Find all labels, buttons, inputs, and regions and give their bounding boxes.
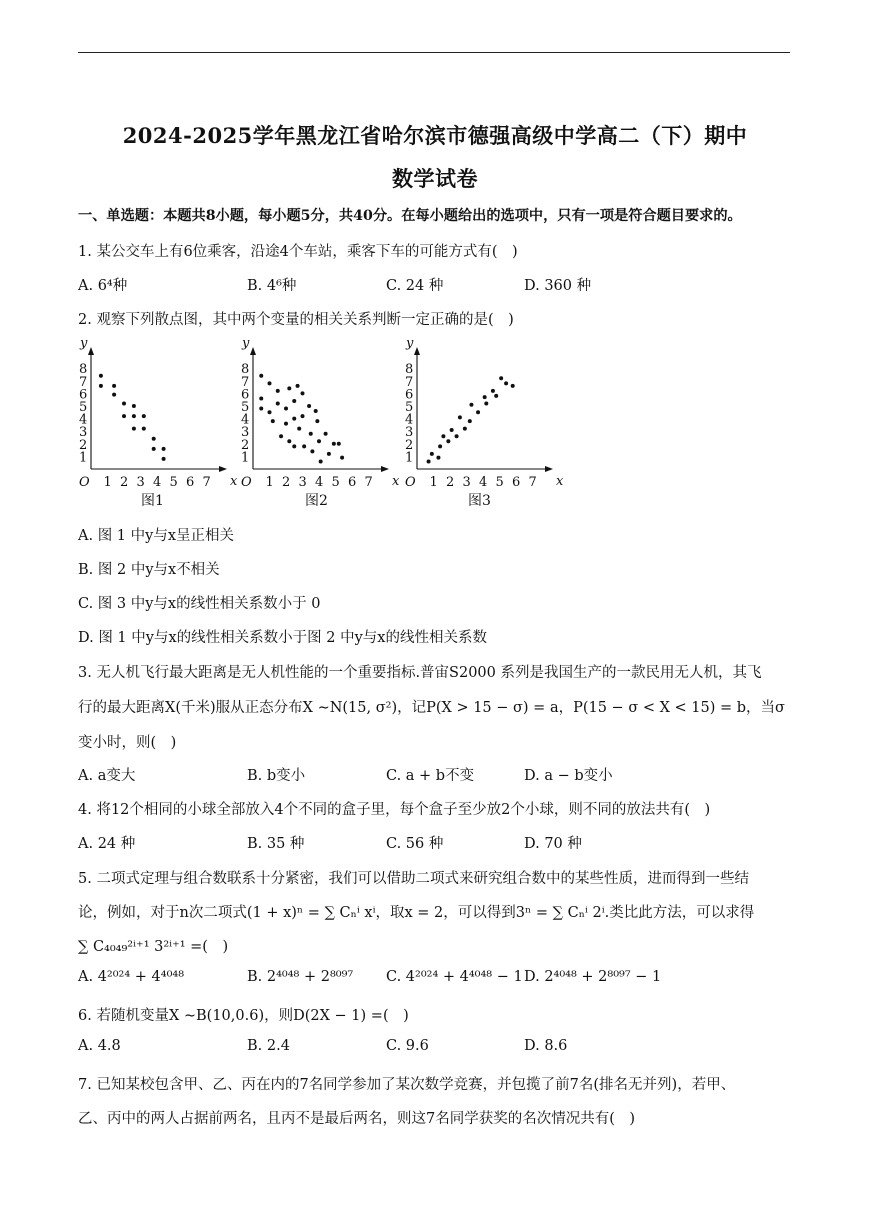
x-tick-label: 5 — [331, 475, 340, 490]
y-axis-arrow — [250, 347, 256, 355]
x-tick-label: 7 — [364, 475, 373, 490]
q4-option-a: A. 24 种 — [78, 836, 136, 852]
x-axis-arrow — [219, 466, 227, 472]
q4-option-d: D. 70 种 — [524, 836, 582, 852]
scatter-point-fig1 — [99, 374, 103, 378]
scatter-point-fig2 — [284, 422, 288, 426]
y-tick-label: 1 — [241, 450, 250, 466]
section-heading: 一、单选题：本题共8小题，每小题5分，共40分。在每小题给出的选项中，只有一项是符合题目要求的。 — [78, 208, 742, 224]
scatter-point-fig2 — [317, 439, 321, 443]
scatter-point-fig2 — [315, 419, 319, 423]
scatter-point-fig2 — [319, 459, 323, 463]
x-axis-arrow — [381, 466, 389, 472]
x-tick-label: 1 — [429, 475, 438, 490]
question-5-line-3: ∑ C₄₀₄₉²ⁱ⁺¹ 3²ⁱ⁺¹ =( ) — [78, 939, 229, 955]
scatter-point-fig2 — [259, 374, 263, 378]
x-tick-label: 3 — [462, 475, 471, 490]
q6-option-c: C. 9.6 — [386, 1038, 429, 1054]
scatter-point-fig1 — [122, 401, 126, 405]
q2-option-c: C. 图 3 中y与x的线性相关系数小于 0 — [78, 596, 321, 612]
y-tick-label: 2 — [79, 437, 88, 453]
y-tick-label: 8 — [79, 362, 88, 378]
scatter-point-fig1 — [99, 384, 103, 388]
scatter-point-fig3 — [438, 444, 442, 448]
scatter-point-fig3 — [455, 434, 459, 438]
question-1-stem: 1. 某公交车上有6位乘客，沿途4个车站，乘客下车的可能方式有( ) — [78, 244, 518, 260]
q1-option-b: B. 4⁶种 — [247, 278, 297, 294]
y-tick-label: 8 — [241, 362, 250, 378]
q1-option-a: A. 6⁴种 — [78, 278, 128, 294]
q2-option-a: A. 图 1 中y与x呈正相关 — [78, 528, 235, 544]
y-tick-label: 4 — [79, 412, 88, 428]
scatter-point-fig3 — [446, 439, 450, 443]
scatter-point-fig3 — [494, 394, 498, 398]
scatter-point-fig2 — [301, 414, 305, 418]
x-tick-label: 3 — [136, 475, 145, 490]
x-tick-label: 2 — [446, 475, 455, 490]
figure-1-caption: 图1 — [141, 493, 164, 509]
q5-option-d: D. 2⁴⁰⁴⁸ + 2⁸⁰⁹⁷ − 1 — [524, 969, 662, 985]
y-tick-label: 1 — [79, 450, 88, 466]
scatter-point-fig2 — [332, 442, 336, 446]
y-axis-arrow — [414, 347, 420, 355]
scatter-plot-2 — [238, 335, 398, 495]
y-tick-label: 7 — [241, 374, 250, 390]
scatter-point-fig2 — [337, 442, 341, 446]
y-tick-label: 8 — [405, 362, 414, 378]
scatter-point-fig3 — [491, 389, 495, 393]
q5-option-b: B. 2⁴⁰⁴⁸ + 2⁸⁰⁹⁷ — [247, 969, 354, 985]
question-5-line-1: 5. 二项式定理与组合数联系十分紧密，我们可以借助二项式来研究组合数中的某些性质，进而得到一些结 — [78, 871, 749, 887]
scatter-point-fig1 — [142, 427, 146, 431]
scatter-point-fig2 — [302, 444, 306, 448]
question-4-stem: 4. 将12个相同的小球全部放入4个不同的盒子里，每个盒子至少放2个小球，则不同的放法共有( ) — [78, 802, 711, 818]
y-tick-label: 1 — [405, 450, 414, 466]
y-tick-label: 2 — [405, 437, 414, 453]
scatter-point-fig2 — [287, 386, 291, 390]
scatter-point-fig3 — [476, 410, 480, 414]
scatter-plot-1 — [76, 335, 236, 495]
scatter-point-fig3 — [511, 384, 515, 388]
scatter-point-fig2 — [297, 427, 301, 431]
scatter-plot-3 — [402, 335, 562, 495]
q2-option-b: B. 图 2 中y与x不相关 — [78, 562, 220, 578]
question-3-line-2: 行的最大距离X(千米)服从正态分布X ∼N(15, σ²)，记P(X > 15 − σ) = a，P(15 − σ < X < 15) = b，当σ — [78, 700, 785, 716]
y-tick-label: 6 — [405, 387, 414, 403]
y-tick-label: 6 — [241, 387, 250, 403]
scatter-point-fig2 — [284, 407, 288, 411]
scatter-point-fig3 — [463, 427, 467, 431]
scatter-point-fig1 — [112, 393, 116, 397]
question-3-line-1: 3. 无人机飞行最大距离是无人机性能的一个重要指标.普宙S2000 系列是我国生产的一款民用无人机，其飞 — [78, 665, 762, 681]
scatter-point-fig2 — [292, 444, 296, 448]
y-tick-label: 3 — [405, 425, 414, 441]
scatter-point-fig3 — [450, 428, 454, 432]
scatter-point-fig1 — [152, 437, 156, 441]
scatter-point-fig3 — [484, 401, 488, 405]
y-tick-label: 4 — [405, 412, 414, 428]
scatter-point-fig2 — [292, 399, 296, 403]
q1-option-d: D. 360 种 — [524, 278, 592, 294]
y-tick-label: 3 — [241, 425, 250, 441]
y-axis-label: y — [406, 336, 414, 351]
scatter-point-fig2 — [287, 439, 291, 443]
x-tick-label: 1 — [103, 475, 112, 490]
y-tick-label: 7 — [79, 374, 88, 390]
q6-option-a: A. 4.8 — [78, 1038, 121, 1054]
y-tick-label: 6 — [79, 387, 88, 403]
question-7-line-2: 乙、丙中的两人占据前两名，且丙不是最后两名，则这7名同学获奖的名次情况共有( ) — [78, 1111, 636, 1127]
scatter-point-fig3 — [468, 419, 472, 423]
scatter-point-fig2 — [307, 404, 311, 408]
q3-option-a: A. a变大 — [78, 768, 136, 784]
origin-label: O — [405, 475, 416, 490]
figure-2-caption: 图2 — [305, 493, 328, 509]
scatter-point-fig1 — [142, 414, 146, 418]
y-tick-label: 4 — [241, 412, 250, 428]
y-axis-label: y — [80, 336, 88, 351]
q3-option-d: D. a − b变小 — [524, 768, 613, 784]
scatter-point-fig2 — [271, 419, 275, 423]
x-tick-label: 6 — [512, 475, 521, 490]
x-axis-label: x — [392, 474, 400, 489]
x-axis-label: x — [556, 474, 564, 489]
y-tick-label: 5 — [405, 400, 414, 415]
scatter-point-fig2 — [296, 384, 300, 388]
x-axis-label: x — [230, 474, 238, 489]
scatter-point-fig2 — [314, 409, 318, 413]
scatter-point-fig2 — [268, 381, 272, 385]
exam-subtitle: 数学试卷 — [392, 166, 478, 191]
scatter-point-fig2 — [259, 407, 263, 411]
q5-option-a: A. 4²⁰²⁴ + 4⁴⁰⁴⁸ — [78, 969, 185, 985]
question-3-line-3: 变小时，则( ) — [78, 735, 177, 751]
scatter-point-fig1 — [132, 427, 136, 431]
exam-title: 2024-2025学年黑龙江省哈尔滨市德强高级中学高二（下）期中 — [122, 123, 748, 148]
q5-option-c: C. 4²⁰²⁴ + 4⁴⁰⁴⁸ − 1 — [386, 969, 523, 985]
scatter-point-fig2 — [292, 417, 296, 421]
scatter-point-fig2 — [268, 410, 272, 414]
q2-option-d: D. 图 1 中y与x的线性相关系数小于图 2 中y与x的线性相关系数 — [78, 630, 487, 646]
scatter-point-fig2 — [279, 434, 283, 438]
x-tick-label: 1 — [265, 475, 274, 490]
scatter-point-fig2 — [340, 456, 344, 460]
x-tick-label: 3 — [298, 475, 307, 490]
question-7-line-1: 7. 已知某校包含甲、乙、丙在内的7名同学参加了某次数学竞赛，并包揽了前7名(排名无并列)，若甲、 — [78, 1077, 736, 1093]
scatter-point-fig3 — [441, 434, 445, 438]
origin-label: O — [241, 475, 252, 490]
scatter-point-fig3 — [430, 452, 434, 456]
scatter-point-fig3 — [504, 381, 508, 385]
scatter-point-fig3 — [436, 456, 440, 460]
scatter-point-fig1 — [152, 447, 156, 451]
y-tick-label: 3 — [79, 425, 88, 441]
scatter-point-fig1 — [132, 414, 136, 418]
scatter-point-fig1 — [132, 404, 136, 408]
q3-option-c: C. a + b不变 — [386, 768, 475, 784]
question-6-stem: 6. 若随机变量X ∼B(10,0.6)，则D(2X − 1) =( ) — [78, 1008, 409, 1024]
y-tick-label: 5 — [79, 400, 88, 415]
scatter-point-fig1 — [162, 447, 166, 451]
scatter-point-fig3 — [499, 376, 503, 380]
scatter-point-fig1 — [122, 414, 126, 418]
y-axis-arrow — [88, 347, 94, 355]
q1-option-c: C. 24 种 — [386, 278, 444, 294]
scatter-point-fig2 — [309, 432, 313, 436]
origin-label: O — [79, 475, 90, 490]
x-tick-label: 7 — [202, 475, 211, 490]
scatter-point-fig2 — [324, 432, 328, 436]
y-axis-label: y — [242, 336, 250, 351]
y-tick-label: 5 — [241, 400, 250, 415]
question-5-line-2: 论，例如，对于n次二项式(1 + x)ⁿ = ∑ Cₙⁱ xⁱ，取x = 2，可以得到3ⁿ = ∑ Cₙⁱ 2ⁱ.类比此方法，可以求得 — [78, 905, 755, 921]
x-tick-label: 6 — [348, 475, 357, 490]
x-tick-label: 4 — [479, 475, 488, 490]
scatter-point-fig3 — [427, 459, 431, 463]
q3-option-b: B. b变小 — [247, 768, 306, 784]
figure-3-caption: 图3 — [468, 493, 491, 509]
q6-option-b: B. 2.4 — [247, 1038, 290, 1054]
scatter-point-fig2 — [301, 391, 305, 395]
x-tick-label: 5 — [169, 475, 178, 490]
scatter-point-fig2 — [310, 449, 314, 453]
x-tick-label: 2 — [282, 475, 291, 490]
scatter-point-fig2 — [259, 396, 263, 400]
x-tick-label: 6 — [186, 475, 195, 490]
scatter-point-fig3 — [458, 415, 462, 419]
x-tick-label: 2 — [120, 475, 129, 490]
question-2-stem: 2. 观察下列散点图，其中两个变量的相关关系判断一定正确的是( ) — [78, 312, 514, 328]
scatter-point-fig3 — [483, 395, 487, 399]
q4-option-b: B. 35 种 — [247, 836, 305, 852]
x-tick-label: 4 — [153, 475, 162, 490]
scatter-point-fig1 — [162, 457, 166, 461]
q6-option-d: D. 8.6 — [524, 1038, 568, 1054]
q4-option-c: C. 56 种 — [386, 836, 444, 852]
scatter-point-fig2 — [276, 401, 280, 405]
x-tick-label: 5 — [495, 475, 504, 490]
y-tick-label: 7 — [405, 374, 414, 390]
x-tick-label: 7 — [528, 475, 537, 490]
y-tick-label: 2 — [241, 437, 250, 453]
scatter-point-fig3 — [469, 403, 473, 407]
scatter-point-fig2 — [276, 389, 280, 393]
x-axis-arrow — [545, 466, 553, 472]
scatter-point-fig1 — [112, 384, 116, 388]
header-rule — [78, 52, 790, 53]
scatter-point-fig2 — [327, 452, 331, 456]
x-tick-label: 4 — [315, 475, 324, 490]
